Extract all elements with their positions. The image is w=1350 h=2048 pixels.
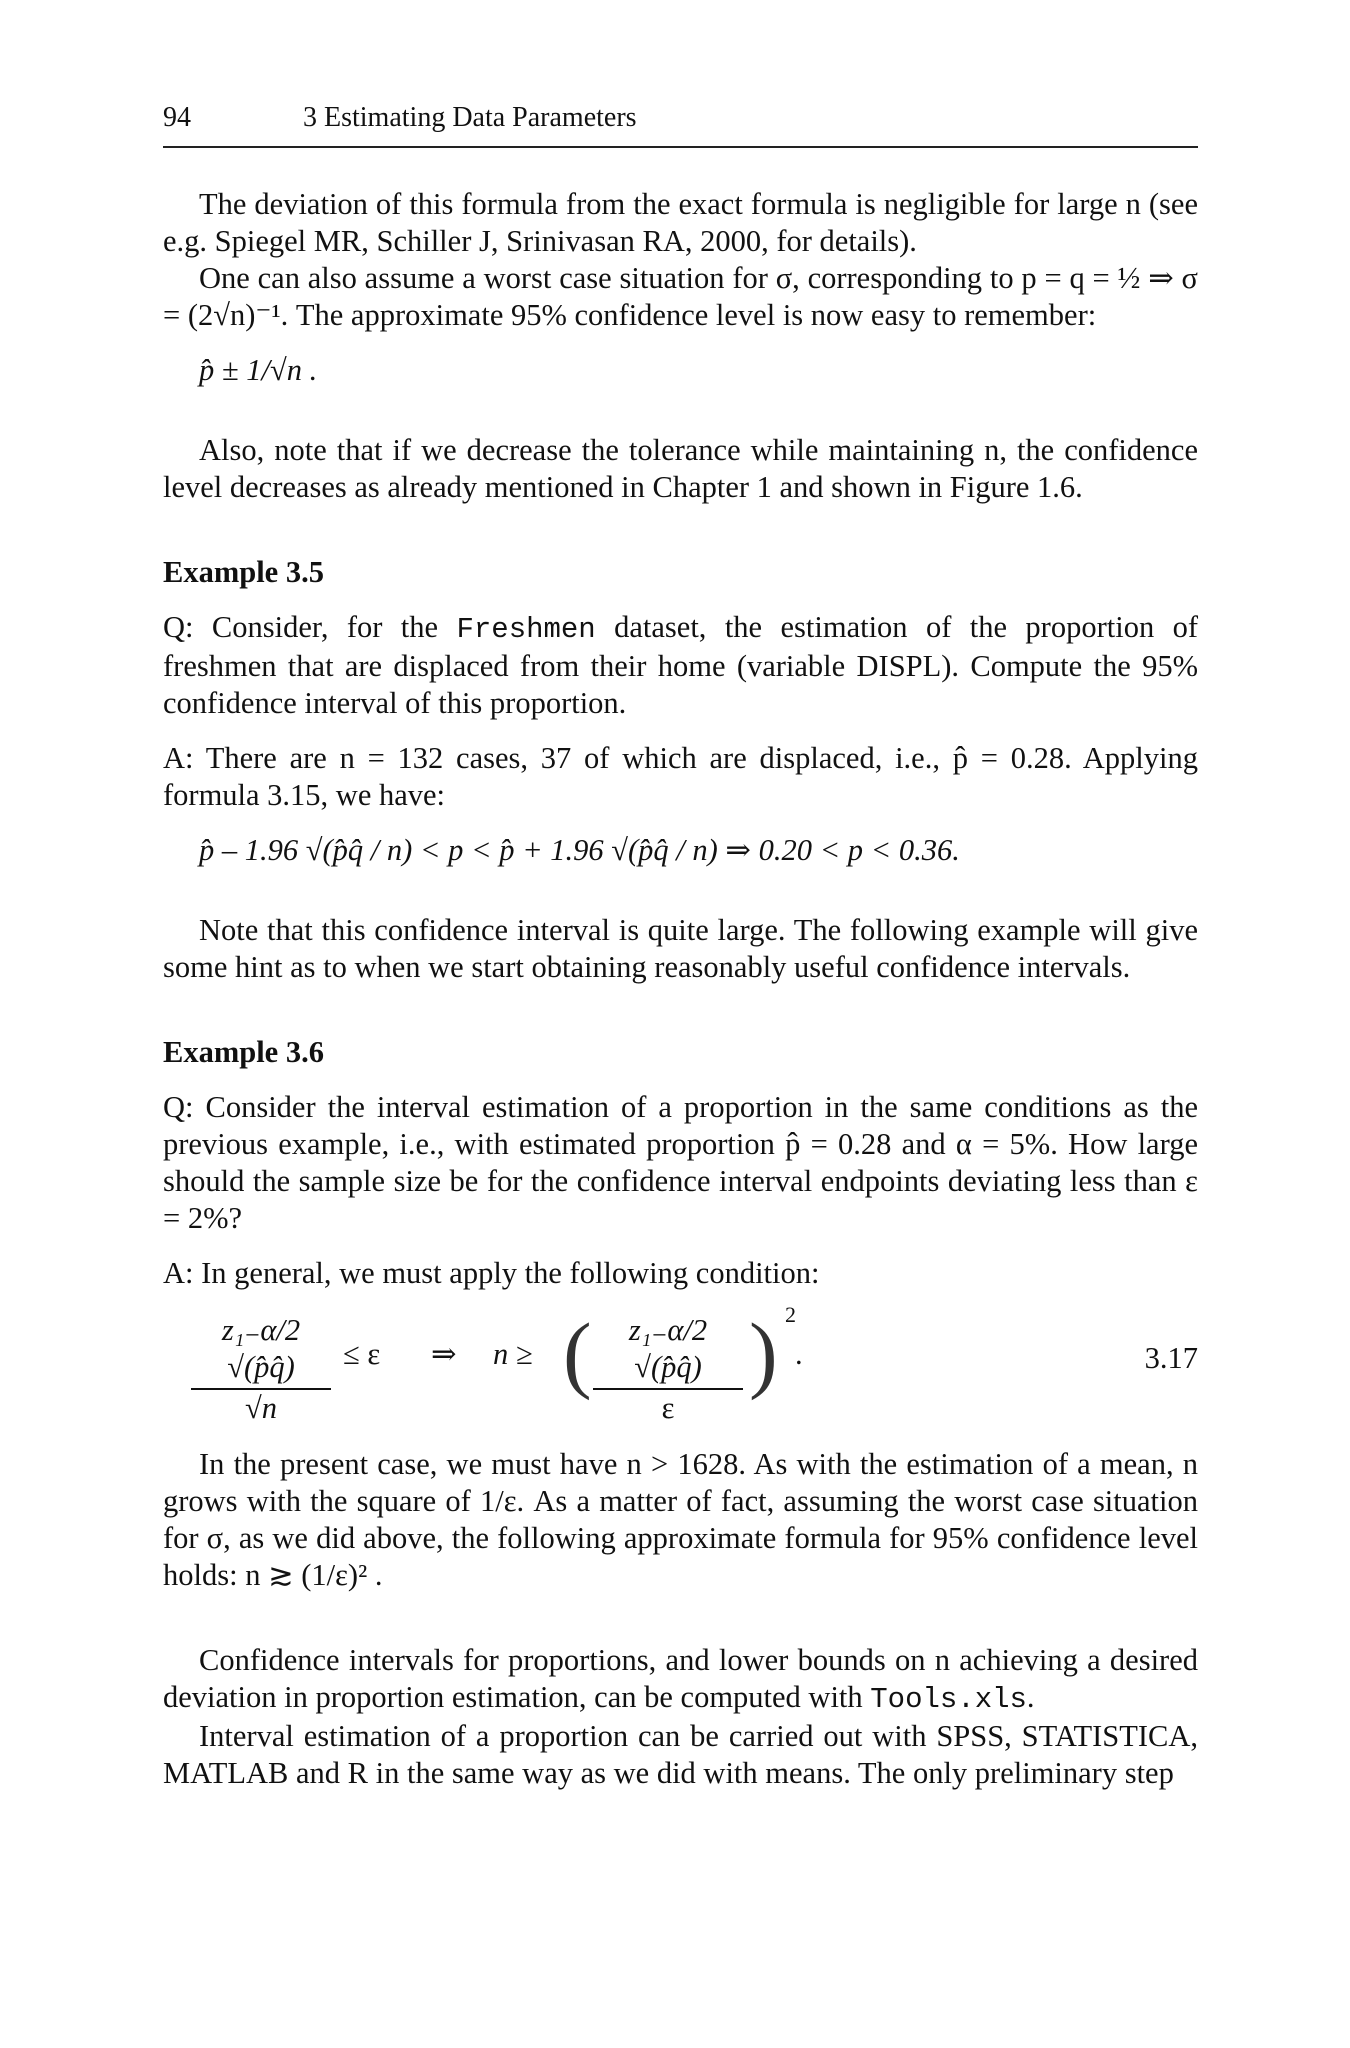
page-body [163,186,1198,1792]
equation-3-17 [163,1304,1198,1424]
closing-paragraph-tools [163,1642,1198,1718]
formula-interval-text: p̂ – 1.96 √(p̂q̂ / n) < p < p̂ + 1.96 √(p̂q̂ / n) ⇒ 0.20 < p < 0.36. [199,833,960,867]
q-prefix: Q: Consider, for the [163,610,457,644]
example-3-6-question: Q: Consider the interval estimation of a proportion in the same conditions as the previous example, i.e., with estimated proportion p̂ = 0.28 and α = 5%. How large should the sample size be for the confidence interval endpoints deviating less than ε = 2%? [163,1090,1198,1235]
dataset-name: Freshmen [456,613,596,646]
right-fraction [593,1312,743,1427]
left-fraction [191,1312,331,1427]
closing-paragraph-software: Interval estimation of a proportion can be carried out with SPSS, STATISTICA, MATLAB and R in the same way as we did with means. The only preliminary step [163,1719,1198,1790]
paragraph-worst-case: One can also assume a worst case situation for σ, corresponding to p = q = ½ ⇒ σ = (2√n)⁻¹. The approximate 95% confidence level is now easy to remember: [163,261,1198,332]
running-title: 3 Estimating Data Parameters [303,102,637,133]
close-paren: ) [749,1305,778,1401]
example-3-5-answer: A: There are n = 132 cases, 37 of which are displaced, i.e., p̂ = 0.28. Applying formula 3.15, we have: [163,741,1198,812]
le-epsilon: ≤ ε [343,1337,381,1371]
page-header [163,100,1198,148]
left-denominator: √n [245,1391,277,1425]
paragraph-deviation: The deviation of this formula from the exact formula is negligible for large n (see e.g. Spiegel MR, Schiller J, Srinivasan RA, 2000, for details). [163,187,1198,258]
open-paren: ( [563,1305,592,1401]
example-3-6-conclusion: In the present case, we must have n > 1628. As with the estimation of a mean, n grows with the square of 1/ε. As a matter of fact, assuming the worst case situation for σ, as we did above, the following approximate formula for 95% confidence level holds: n ≳ (1/ε)² . [163,1447,1198,1592]
equation-label: 3.17 [1144,1341,1198,1375]
example-3-5-title: Example 3.5 [163,555,324,589]
n-ge: n ≥ [493,1337,533,1371]
right-denominator: ε [661,1391,675,1425]
q-suffix: dataset, the estimation of the proportion of freshmen that are displaced from their home (variable DISPL). Compute the 95% confidence interval of this proportion. [163,610,1199,720]
right-numerator: z₁₋α/2 √(p̂q̂) [593,1312,743,1390]
left-numerator: z₁₋α/2 √(p̂q̂) [191,1312,331,1390]
page-number: 94 [163,102,191,133]
formula-simple [163,352,1198,402]
example-3-5-question [163,609,1198,722]
paragraph-tolerance: Also, note that if we decrease the tolerance while maintaining n, the confidence level decreases as already mentioned in Chapter 1 and shown in Figure 1.6. [163,433,1198,504]
eq-period: . [795,1337,803,1371]
exponent-two: 2 [785,1302,796,1327]
formula-interval [163,832,1198,882]
example-3-6-title: Example 3.6 [163,1035,324,1069]
tools-prefix: Confidence intervals for proportions, and lower bounds on n achieving a desired deviation in proportion estimation, can be computed with [163,1643,1198,1714]
example-3-5-note: Note that this confidence interval is quite large. The following example will give some hint as to when we start obtaining reasonably useful confidence intervals. [163,913,1198,984]
tools-suffix: . [1026,1680,1035,1714]
example-3-6-answer: A: In general, we must apply the following condition: [163,1256,820,1290]
formula-simple-text: p̂ ± 1/√n . [199,353,318,387]
implies-arrow: ⇒ [431,1337,457,1371]
tools-file: Tools.xls [870,1683,1027,1716]
